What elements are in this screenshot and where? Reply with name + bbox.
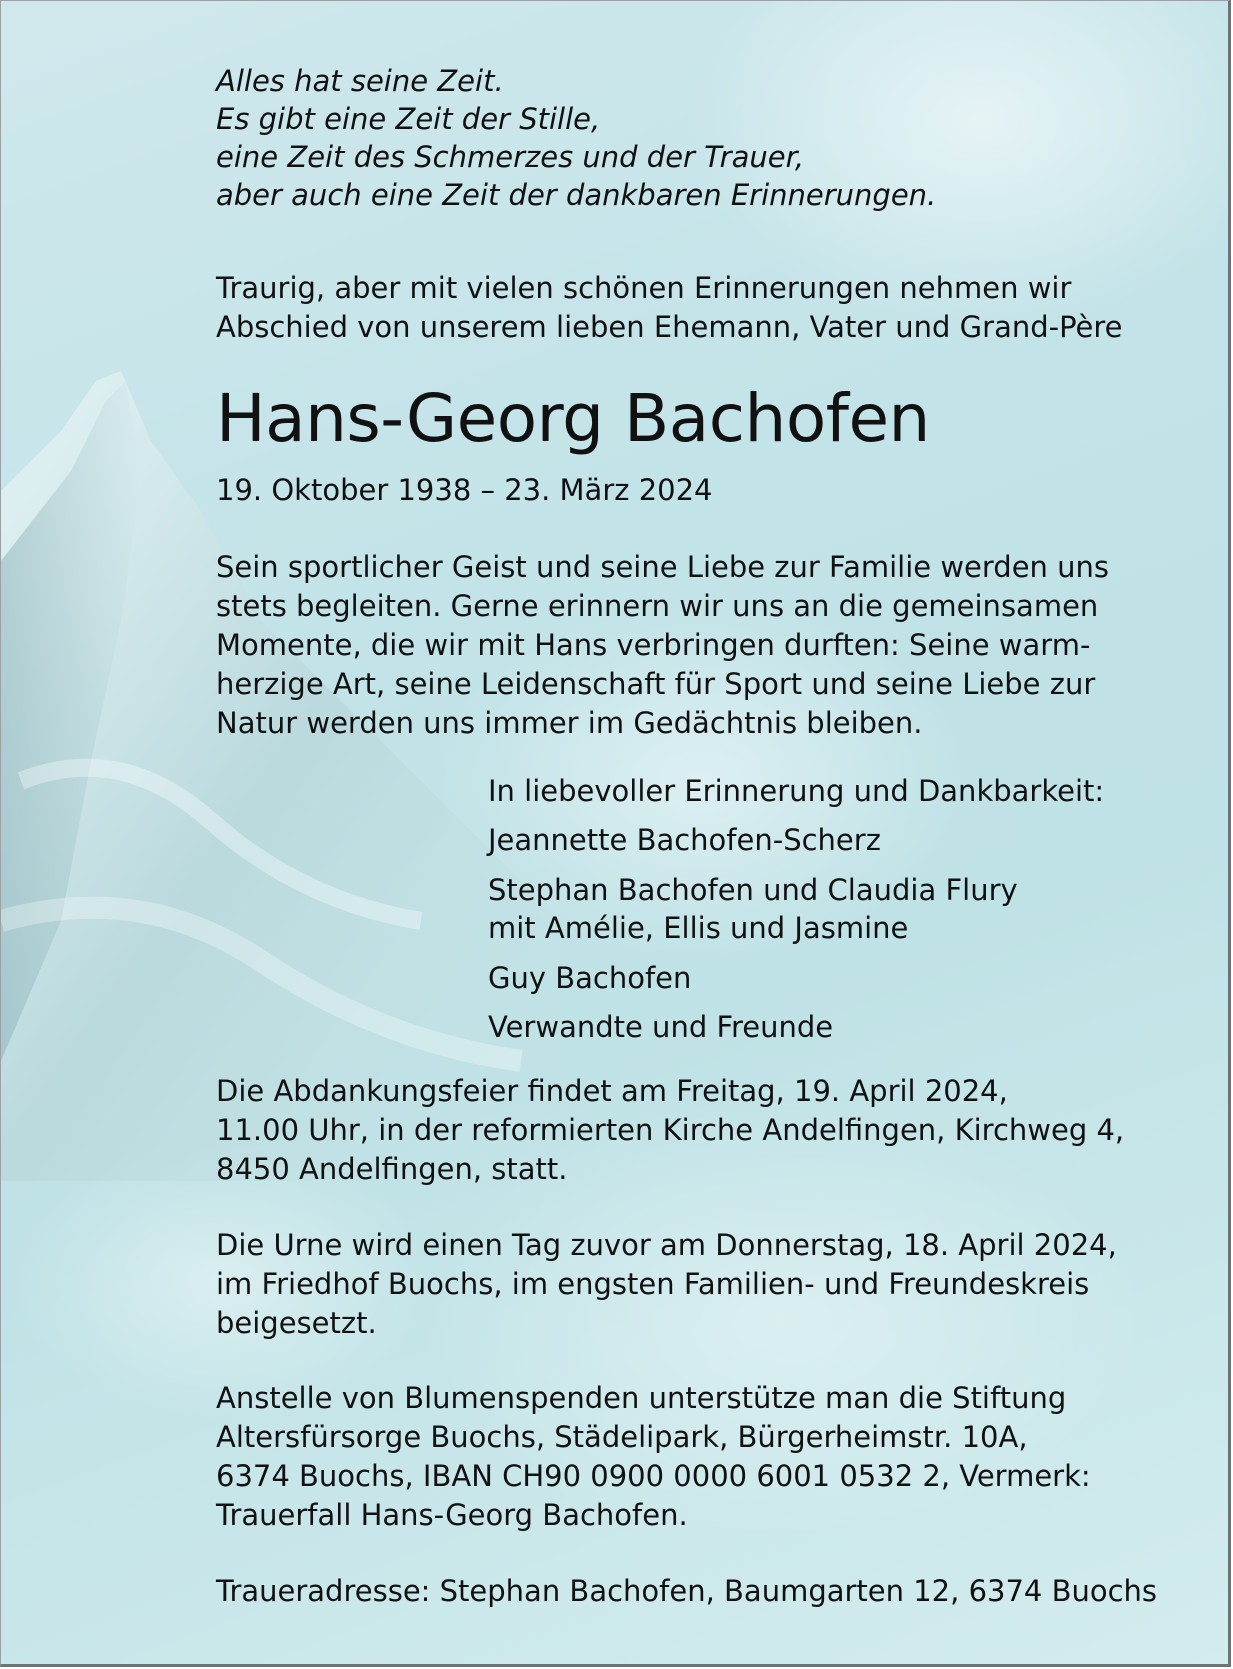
donation-line: Altersfürsorge Buochs, Städelipark, Bürgerheimstr. 10A, — [216, 1420, 1028, 1454]
poem-line: aber auch eine Zeit der dankbaren Erinnerungen. — [216, 178, 937, 212]
donation-line: Anstelle von Blumenspenden unterstütze man die Stiftung — [216, 1381, 1067, 1415]
urn-line: beigesetzt. — [216, 1306, 377, 1340]
deceased-name: Hans-Georg Bachofen — [216, 380, 930, 457]
mourner-grandchildren: mit Amélie, Ellis und Jasmine — [488, 911, 909, 945]
mourners-heading: In liebevoller Erinnerung und Dankbarkeit: — [488, 774, 1105, 808]
urn-line: im Friedhof Buochs, im engsten Familien- und Freundeskreis — [216, 1267, 1090, 1301]
poem-line: eine Zeit des Schmerzes und der Trauer, — [216, 140, 805, 174]
tribute-line: herzige Art, seine Leidenschaft für Sport und seine Liebe zur — [216, 667, 1096, 701]
ceremony-line: 8450 Andelfingen, statt. — [216, 1152, 568, 1186]
mourner-son-family: Stephan Bachofen und Claudia Flury — [488, 873, 1018, 907]
donation-line: 6374 Buochs, IBAN CH90 0900 0000 6001 0532 2, Vermerk: — [216, 1459, 1091, 1493]
intro-line: Abschied von unserem lieben Ehemann, Vater und Grand-Père — [216, 310, 1123, 344]
ceremony-line: 11.00 Uhr, in der reformierten Kirche Andelfingen, Kirchweg 4, — [216, 1113, 1125, 1147]
mourner-son: Guy Bachofen — [488, 961, 692, 995]
mourner-spouse: Jeannette Bachofen-Scherz — [488, 823, 881, 857]
poem-line: Alles hat seine Zeit. — [216, 64, 504, 98]
mourning-address: Traueradresse: Stephan Bachofen, Baumgarten 12, 6374 Buochs — [216, 1574, 1158, 1608]
intro-line: Traurig, aber mit vielen schönen Erinnerungen nehmen wir — [216, 271, 1072, 305]
poem-line: Es gibt eine Zeit der Stille, — [216, 102, 601, 136]
tribute-line: Sein sportlicher Geist und seine Liebe zur Familie werden uns — [216, 550, 1110, 584]
urn-line: Die Urne wird einen Tag zuvor am Donnerstag, 18. April 2024, — [216, 1228, 1117, 1262]
mourner-others: Verwandte und Freunde — [488, 1010, 834, 1044]
life-dates: 19. Oktober 1938 – 23. März 2024 — [216, 473, 713, 507]
donation-line: Trauerfall Hans-Georg Bachofen. — [216, 1498, 688, 1532]
tribute-line: stets begleiten. Gerne erinnern wir uns an die gemeinsamen — [216, 589, 1099, 623]
ceremony-line: Die Abdankungsfeier findet am Freitag, 19. April 2024, — [216, 1074, 1008, 1108]
tribute-line: Momente, die wir mit Hans verbringen durften: Seine warm- — [216, 628, 1091, 662]
tribute-line: Natur werden uns immer im Gedächtnis bleiben. — [216, 706, 923, 740]
